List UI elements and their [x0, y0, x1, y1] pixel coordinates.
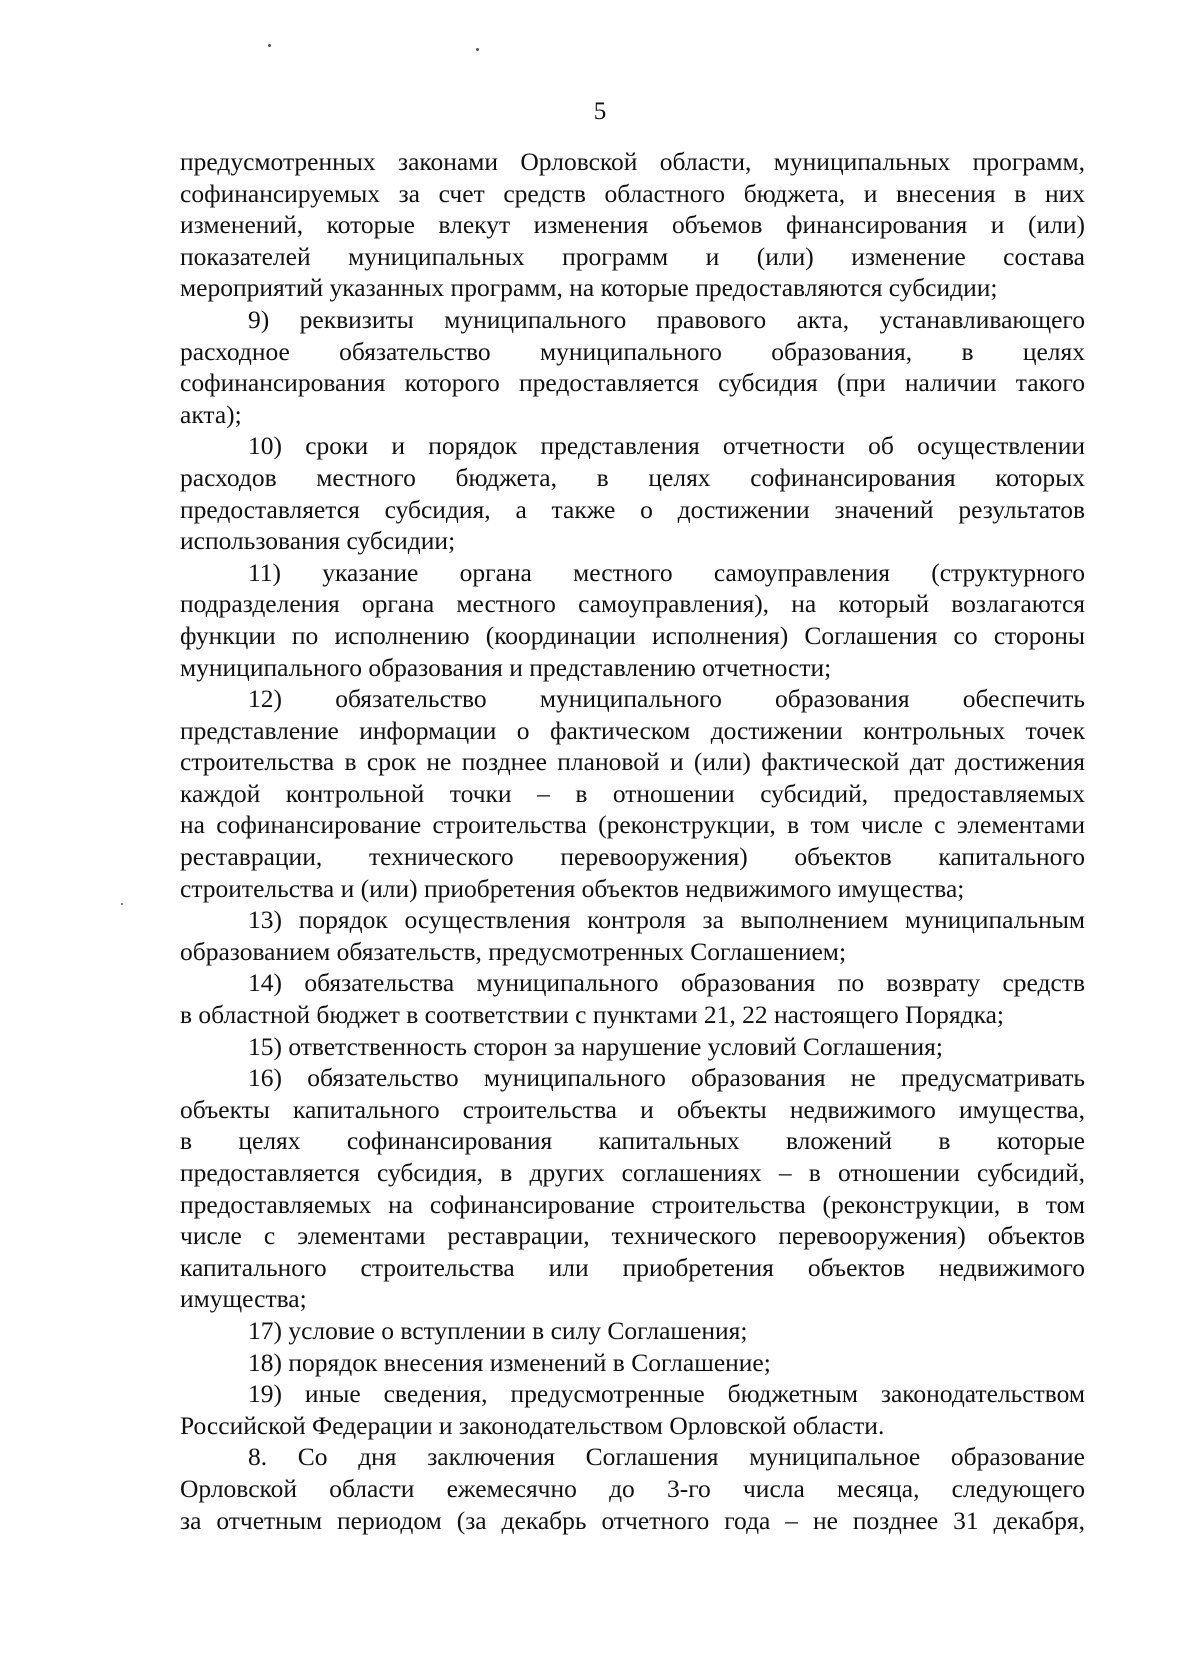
paragraph [180, 430, 1085, 556]
text-line: софинансирования которого предоставляется субсидия (при наличии такого [180, 368, 1085, 398]
text-line: предоставляемых на софинансирование строительства (реконструкции, в том [180, 1189, 1085, 1219]
text-line: мероприятий указанных программ, на которые предоставляются субсидии; [180, 273, 998, 303]
text-line: функции по исполнению (координации исполнения) Соглашения со стороны [180, 620, 1085, 650]
text-line: в целях софинансирования капитальных вложений в которые [180, 1126, 1085, 1156]
text-line: 19) иные сведения, предусмотренные бюджетным законодательством [248, 1379, 1085, 1409]
paragraph [180, 1062, 1085, 1315]
paragraph [180, 683, 1085, 904]
text-line: 12) обязательство муниципального образования обеспечить [248, 684, 1085, 714]
text-line: Российской Федерации и законодательством Орловской области. [180, 1410, 885, 1440]
text-line: софинансируемых за счет средств областного бюджета, и внесения в них [180, 178, 1085, 208]
text-line: Орловской области ежемесячно до 3-го числа месяца, следующего [180, 1473, 1085, 1503]
scan-speck [268, 44, 271, 47]
text-line: за отчетным периодом (за декабрь отчетного года – не позднее 31 декабря, [180, 1505, 1085, 1535]
text-line: предоставляется субсидия, в других соглашениях – в отношении субсидий, [180, 1158, 1085, 1187]
scan-speck [121, 903, 123, 905]
text-line: числе с элементами реставрации, технического перевооружения) объектов [180, 1221, 1085, 1251]
page-number: 5 [593, 98, 607, 125]
text-line: 8. Со дня заключения Соглашения муниципальное образование [248, 1442, 1085, 1472]
text-line: в областной бюджет в соответствии с пунктами 21, 22 настоящего Порядка; [180, 1000, 1004, 1030]
text-line: акта); [180, 399, 242, 429]
text-line: 10) сроки и порядок представления отчетности об осуществлении [248, 431, 1085, 461]
paragraph [180, 304, 1085, 430]
text-line: подразделения органа местного самоуправления), на который возлагаются [180, 589, 1085, 619]
text-line: строительства и (или) приобретения объектов недвижимого имущества; [180, 873, 965, 903]
text-line: 18) порядок внесения изменений в Соглашение; [248, 1347, 771, 1377]
text-line: предоставляется субсидия, а также о достижении значений результатов [180, 494, 1085, 524]
text-line: представление информации о фактическом достижении контрольных точек [180, 715, 1085, 745]
text-line: 14) обязательства муниципального образования по возврату средств [248, 968, 1085, 998]
text-line: использования субсидии; [180, 526, 456, 556]
text-line: расходное обязательство муниципального образования, в целях [180, 336, 1085, 366]
paragraph [180, 557, 1085, 683]
paragraph [180, 1315, 1085, 1347]
text-line: имущества; [180, 1284, 307, 1314]
paragraph [180, 1347, 1085, 1379]
text-line: показателей муниципальных программ и (или) изменение состава [180, 241, 1085, 271]
text-line: расходов местного бюджета, в целях софинансирования которых [180, 462, 1085, 492]
text-line: 15) ответственность сторон за нарушение условий Соглашения; [248, 1031, 943, 1061]
text-line: муниципального образования и представлению отчетности; [180, 652, 832, 682]
text-line: 13) порядок осуществления контроля за выполнением муниципальным [248, 905, 1085, 935]
text-line: 17) условие о вступлении в силу Соглашения; [248, 1315, 748, 1345]
scan-speck [476, 48, 479, 51]
paragraph [180, 146, 1085, 304]
text-line: реставрации, технического перевооружения) объектов капитального [180, 842, 1085, 872]
text-line: на софинансирование строительства (реконструкции, в том числе с элементами [180, 810, 1085, 840]
paragraph [180, 967, 1085, 1030]
text-line: 9) реквизиты муниципального правового акта, устанавливающего [248, 304, 1085, 334]
text-line: капитального строительства или приобретения объектов недвижимого [180, 1252, 1085, 1282]
text-line: 11) указание органа местного самоуправления (структурного [248, 557, 1085, 587]
paragraph [180, 1031, 1085, 1063]
paragraph [180, 904, 1085, 967]
text-line: каждой контрольной точки – в отношении субсидий, предоставляемых [180, 778, 1085, 808]
document-body [180, 146, 1085, 1536]
paragraph [180, 1378, 1085, 1441]
paragraph [180, 1441, 1085, 1536]
text-line: объекты капитального строительства и объекты недвижимого имущества, [180, 1094, 1085, 1124]
text-line: образованием обязательств, предусмотренных Соглашением; [180, 936, 847, 966]
text-line: изменений, которые влекут изменения объемов финансирования и (или) [180, 210, 1085, 240]
text-line: строительства в срок не позднее плановой и (или) фактической дат достижения [180, 747, 1085, 777]
text-line: предусмотренных законами Орловской области, муниципальных программ, [180, 147, 1085, 176]
text-line: 16) обязательство муниципального образования не предусматривать [248, 1063, 1085, 1093]
